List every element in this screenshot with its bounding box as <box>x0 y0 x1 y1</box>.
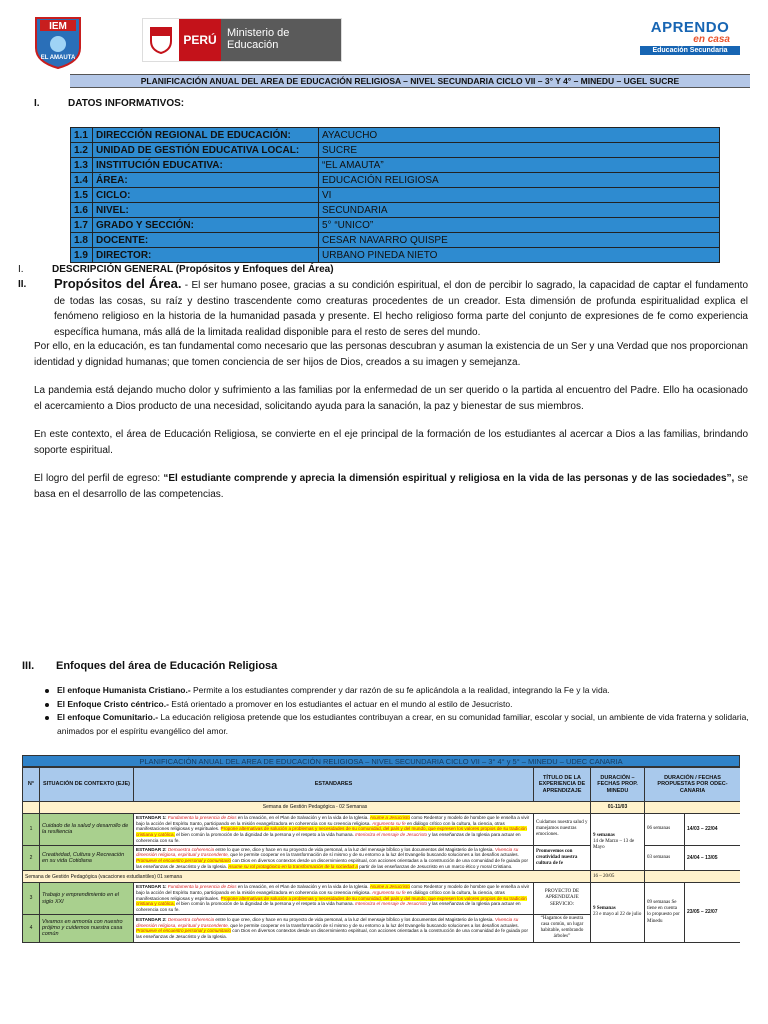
datos-num: 1.2 <box>71 143 93 158</box>
std-b7-r4: con Dios en diversos contextos desde un discernimiento espiritual, con acciones orientadas a la construcción de una comunidad de fe guiada por las enseñanzas de Jesucristo y de la Iglesia. <box>136 928 528 939</box>
datos-label: UNIDAD DE GESTIÓN EDUCATIVA LOCAL: <box>93 143 319 158</box>
enfoque-desc: Está orientado a promover en los estudiantes el actuar en el mundo al estilo de Jesucristo. <box>168 698 513 709</box>
std-a3: en la creación, en el Plan de Salvación y en la vida de la Iglesia. <box>236 815 370 820</box>
datos-heading-num: I. <box>34 98 40 109</box>
semana-row-2 <box>23 871 741 883</box>
datos-value: VI <box>319 188 720 203</box>
std-a2: Fundamenta la presencia de Dios <box>167 815 237 820</box>
datos-heading <box>34 98 184 109</box>
std-b5-r4: que le permite cooperar en la transformación de sí mismo y de su entorno a la luz del Evangelio buscando soluciones a los desafíos actuales. <box>228 922 519 928</box>
minedu-label: Ministerio de Educación <box>221 19 341 61</box>
iem-logo-name: EL AMAUTA <box>40 55 76 61</box>
iem-logo <box>30 14 86 70</box>
bullet-icon <box>45 716 49 720</box>
row-4-situacion: Vivamos en armonía con nuestro prójimo y cuidemos nuestra casa común <box>40 914 134 942</box>
datos-row <box>71 248 720 263</box>
std-b6-r4: Promueve el encuentro personal y comunitario <box>136 928 231 934</box>
datos-value: EDUCACIÓN RELIGIOSA <box>319 173 720 188</box>
datos-heading-text: DATOS INFORMATIVOS: <box>68 98 185 109</box>
iem-logo-text: IEM <box>49 21 67 32</box>
propositos-p1 <box>18 276 749 340</box>
row-4-estandar <box>134 914 534 942</box>
std-b8: Asume su rol protagónico en la transformación de la sociedad a <box>228 863 358 869</box>
row-4-titulo: “Hagamos de nuestra casa común, un lugar habitable, sembrando árboles” <box>534 914 591 942</box>
propositos-p2: Por ello, en la educación, es tan fundamental como necesario que las personas descubran y asuman la existencia de un Ser y una Verdad que nos proporcionan identidad y dignidad humanas; que tomen conciencia de ser hijos de Dios, creados a su imagen y semejanza. <box>34 341 748 368</box>
descripcion-heading <box>18 264 334 275</box>
perfil-intro: El logro del perfil de egreso: <box>34 473 164 484</box>
std-a11: y las enseñanzas de la Iglesia para actuar en coherencia con su fe. <box>136 832 521 843</box>
enfoque-name: El enfoque Comunitario.- <box>57 712 159 722</box>
main-title: PLANIFICACIÓN ANUAL DEL AREA DE EDUCACIÓN RELIGIOSA – NIVEL SECUNDARIA CICLO VII – 3° Y 4° – MINEDU – UGEL SUCRE <box>70 74 750 88</box>
std-a6: Argumenta su fe <box>371 820 406 826</box>
propositos-heading: Propósitos del Área. <box>54 276 182 291</box>
plan-table <box>22 755 740 1024</box>
bullet-icon <box>45 703 49 707</box>
row-3-situacion: Trabajo y emprendimiento en el siglo XXI <box>40 883 134 915</box>
row-3-4-minedu-weeks: 9 Semanas <box>593 906 616 912</box>
std-a9-r3: el bien común la promoción de la dignidad de la persona y el respeto a la vida humana. <box>174 901 356 907</box>
std-b7: con Dios en diversos contextos desde un discernimiento espiritual, con acciones orientadas a la construcción de una comunidad de fe guiada por las enseñanzas de Jesucristo y de la Iglesia. <box>136 857 528 869</box>
std-a9: el bien común la promoción de la dignidad de la persona y el respeto a la vida humana. <box>174 832 356 838</box>
datos-row <box>71 158 720 173</box>
propositos-p3: La pandemia está dejando mucho dolor y sufrimiento a las familias por la enfermedad de un ser querido o la partida al encuentro del Padre. Ello ha ocasionado el acercamiento a Dios producto de una necesidad, solicitando ayuda para la sanación, la paz y bienestar de sus miembros. <box>34 385 748 412</box>
std-a10: Interioriza el mensaje de Jesucristo <box>355 832 428 838</box>
std-b1-r4: ESTANDAR 2: <box>136 916 168 922</box>
std-b9: partir de las enseñanzas de Jesucristo en un marco ético y moral Cristiano. <box>357 863 513 869</box>
datos-row <box>71 143 720 158</box>
propositos-p5 <box>34 471 748 502</box>
datos-label: ÁREA: <box>93 173 319 188</box>
std-a7-r3: en diálogo crítico con la cultura, la ciencia, otras manifestaciones religiosas y espirituales. <box>136 890 505 901</box>
list-item <box>57 684 749 698</box>
semana-1-date: 01-11/03 <box>591 802 645 814</box>
std-b3: entre lo que cree, dice y hace en su proyecto de vida personal, a la luz del mensaje bíblico y los documentos del Magisterio de la Iglesia. <box>214 846 495 852</box>
enfoque-desc: La educación religiosa pretende que los estudiantes contribuyan a crear, en su comunidad familiar, escolar y social, un ambiente de vida fraterna y solidaria, animados por el espíritu evangélico del amor. <box>57 712 749 736</box>
row-3-dates: 23/05 – 22/07 <box>685 883 741 942</box>
propositos-p4: En este contexto, el área de Educación Religiosa, se convierte en el eje principal de la formación de los estudiantes al acercar a Dios a las familias, brindando soporte espiritual. <box>34 429 748 456</box>
descripcion-num: I. <box>18 264 24 275</box>
enfoque-desc: Permite a los estudiantes comprender y dar razón de su fe aplicándola a la realidad, integrando la Fe y la vida. <box>190 685 610 695</box>
perfil-end: se basa en el desarrollo de las competencias. <box>34 473 749 500</box>
datos-row <box>71 233 720 248</box>
peru-shield-icon <box>143 19 179 61</box>
datos-label: CICLO: <box>93 188 319 203</box>
row-1-titulo: Cuidamos nuestra salud y manejamos nuestras emociones. <box>534 814 591 846</box>
semana-row-1 <box>23 802 741 814</box>
row-1-num: 1 <box>23 814 40 846</box>
datos-label: DIRECTOR: <box>93 248 319 263</box>
datos-row <box>71 203 720 218</box>
datos-value: SECUNDARIA <box>319 203 720 218</box>
datos-row <box>71 218 720 233</box>
datos-num: 1.6 <box>71 203 93 218</box>
std-a6-r3: Argumenta su fe <box>371 890 406 896</box>
datos-num: 1.7 <box>71 218 93 233</box>
table-row <box>23 814 741 846</box>
datos-table <box>70 127 720 263</box>
datos-label: INSTITUCIÓN EDUCATIVA: <box>93 158 319 173</box>
std-a5-r3: como Redentor y modelo de hombre que le enseña a vivir bajo la acción del Espíritu Santo, participando en la misión evangelizadora en coherencia con su creencia religiosa. <box>136 884 530 896</box>
std-a1: ESTANDAR 1: <box>136 815 168 820</box>
std-a4: Asume a Jesucristo <box>369 815 410 820</box>
semana-2-label: Semana de Gestión Pedagógica (vacaciones estudiantiles) 01 semana <box>23 871 591 883</box>
descripcion-text: DESCRIPCIÓN GENERAL (Propósitos y Enfoques del Área) <box>52 264 334 275</box>
datos-value: “EL AMAUTA” <box>319 158 720 173</box>
plan-table-title: PLANIFICACIÓN ANUAL DEL AREA DE EDUCACIÓN RELIGIOSA – NIVEL SECUNDARIA CICLO VII – 3° 4° y 5° – MINEDU – UDEC CANARIA <box>22 755 740 767</box>
datos-num: 1.9 <box>71 248 93 263</box>
std-a5: como Redentor y modelo de hombre que le enseña a vivir bajo la acción del Espíritu Santo, participando en la misión evangelizadora en coherencia con su creencia religiosa. <box>136 815 530 826</box>
semana-1-label: Semana de Gestión Pedagógica - 02 Semanas <box>40 802 591 814</box>
std-b3-r4: entre lo que cree, dice y hace en su proyecto de vida personal, a la luz del mensaje bíblico y los documentos del Magisterio de la Iglesia. <box>214 916 495 922</box>
std-a10-r3: Interioriza el mensaje de Jesucristo <box>355 901 428 907</box>
peru-label: PERÚ <box>179 19 221 61</box>
propositos-text-1: - El ser humano posee, gracias a su condición espiritual, el don de percibir lo sagrado, la capacidad de captar el fundamento de todas las cosas, su raíz y destino trascendente como creaturas procedentes de un creador. Esta dimensión de profunda espiritualidad explica el fenómeno religioso en la historia de la humanidad pasada y presente. El hecho religioso forma parte del conjunto de expresiones de fe como experiencia específica humana, más allá de la limitada realidad disponible para el resto de seres del mundo. <box>54 280 749 338</box>
datos-value: SUCRE <box>319 143 720 158</box>
datos-row <box>71 188 720 203</box>
row-3-titulo: PROYECTO DE APRENDIZAJE SERVICIO: <box>534 883 591 915</box>
row-1-situacion: Cuidado de la salud y desarrollo de la resiliencia <box>40 814 134 846</box>
std-a4-r3: Asume a Jesucristo <box>369 884 410 890</box>
std-a8: Propone alternativas de solución a problemas y necesidades de su comunidad, del país y del mundo, que expresen los valores propios de su tradición cristiana y católica, <box>136 826 527 838</box>
std-b4-r4: Vivencia su dimensión religiosa, espiritual y trascendente, <box>136 916 519 928</box>
list-item <box>57 711 749 738</box>
row-3-4-minedu <box>591 883 645 942</box>
row-3-4-minedu-dates: 23 e mayo al 22 de julio <box>593 912 642 918</box>
datos-label: DOCENTE: <box>93 233 319 248</box>
aprendo-text: APRENDO <box>650 19 730 36</box>
std-a8-r3: Propone alternativas de solución a problemas y necesidades de su comunidad, del país y del mundo, que expresen los valores propios de su tradición cristiana y católica, <box>136 895 527 907</box>
row-1-estandar <box>134 814 534 846</box>
datos-label: DIRECCIÓN REGIONAL DE EDUCACIÓN: <box>93 128 319 143</box>
datos-num: 1.1 <box>71 128 93 143</box>
std-b1: ESTANDAR 2: <box>136 846 168 852</box>
col-estandares: ESTANDARES <box>134 768 534 802</box>
enfoques-num: III. <box>22 660 35 672</box>
aprendo-en-casa-logo <box>640 20 740 56</box>
row-4-num: 4 <box>23 914 40 942</box>
propositos-num: II. <box>18 279 27 290</box>
datos-row <box>71 173 720 188</box>
datos-value: URBANO PINEDA NIETO <box>319 248 720 263</box>
datos-value: AYACUCHO <box>319 128 720 143</box>
std-b5: que le permite cooperar en la transformación de sí mismo y de su entorno a la luz del Evangelio buscando soluciones a los desafíos actuales. <box>228 852 519 858</box>
datos-label: GRADO Y SECCIÓN: <box>93 218 319 233</box>
std-b6: Promueve el encuentro personal y comunitario <box>136 857 231 863</box>
datos-row <box>71 128 720 143</box>
row-2-dates: 24/04 – 13/05 <box>685 845 741 871</box>
en-casa-text: en casa <box>693 34 730 45</box>
std-b4: Vivencia su dimensión religiosa, espiritual y trascendente, <box>136 846 519 858</box>
row-1-odec: 06 semanas <box>645 814 685 846</box>
enfoques-heading <box>22 660 277 672</box>
std-b2-r4: Demuestra coherencia <box>167 916 215 922</box>
row-2-num: 2 <box>23 845 40 871</box>
std-a3-r3: en la creación, en el Plan de Salvación y en la vida de la Iglesia. <box>236 884 370 890</box>
row-2-odec: 03 semanas <box>645 845 685 871</box>
std-b2: Demuestra coherencia <box>167 846 215 852</box>
std-a7: en diálogo crítico con la cultura, la ciencia, otras manifestaciones religiosas y espirituales. <box>136 820 505 832</box>
enfoque-name: El Enfoque Cristo céntrico.- <box>57 698 169 709</box>
col-duracion-odec: DURACIÓN / FECHAS PROPUESTAS POR ODEC-CANARIA <box>645 768 741 802</box>
col-num: N° <box>23 768 40 802</box>
datos-num: 1.8 <box>71 233 93 248</box>
row-2-situacion: Creatividad, Cultura y Recreación en su vida Cotidiana <box>40 845 134 871</box>
row-1-2-minedu <box>591 814 645 871</box>
perfil-quote: “El estudiante comprende y aprecia la dimensión espiritual y religiosa en la vida de las personas y de las sociedades”, <box>163 473 735 484</box>
enfoques-list <box>57 684 749 738</box>
row-1-dates: 14/03 – 22/04 <box>685 814 741 846</box>
datos-num: 1.4 <box>71 173 93 188</box>
datos-num: 1.3 <box>71 158 93 173</box>
row-3-num: 3 <box>23 883 40 915</box>
table-row <box>23 883 741 915</box>
row-2-estandar <box>134 845 534 871</box>
std-a11-r3: y las enseñanzas de la Iglesia para actuar en coherencia con su fe. <box>136 901 521 913</box>
page-header <box>0 0 768 72</box>
bullet-icon <box>45 689 49 693</box>
col-situacion: SITUACIÓN DE CONTEXTO (EJE) <box>40 768 134 802</box>
datos-num: 1.5 <box>71 188 93 203</box>
datos-value: CESAR NAVARRO QUISPE <box>319 233 720 248</box>
row-2-titulo: Promovemos con creatividad nuestra cultura de fe <box>534 845 591 871</box>
row-3-odec: 09 semanas Se tiene en cuenta lo propuesto por Minedu <box>645 883 685 942</box>
enfoque-name: El enfoque Humanista Cristiano.- <box>57 685 191 695</box>
list-item <box>57 698 749 712</box>
plan-table-header <box>23 768 741 802</box>
col-duracion-minedu: DURACIÓN – FECHAS PROP. MINEDU <box>591 768 645 802</box>
minedu-logo <box>142 18 342 62</box>
datos-value: 5° “UNICO” <box>319 218 720 233</box>
datos-label: NIVEL: <box>93 203 319 218</box>
row-3-estandar <box>134 883 534 915</box>
secundaria-text: Educación Secundaria <box>640 46 740 55</box>
row-1-2-minedu-weeks: 9 semanas <box>593 832 615 838</box>
col-titulo: TÍTULO DE LA EXPERIENCIA DE APRENDIZAJE <box>534 768 591 802</box>
row-1-2-minedu-dates: 14 de Marzo – 13 de Mayo <box>593 839 635 851</box>
enfoques-heading-text: Enfoques del área de Educación Religiosa <box>56 660 278 672</box>
semana-2-date: 16 – 20/05 <box>591 871 645 883</box>
std-a1-r3: ESTANDAR 1: <box>136 884 168 890</box>
std-a2-r3: Fundamenta la presencia de Dios <box>167 884 237 890</box>
